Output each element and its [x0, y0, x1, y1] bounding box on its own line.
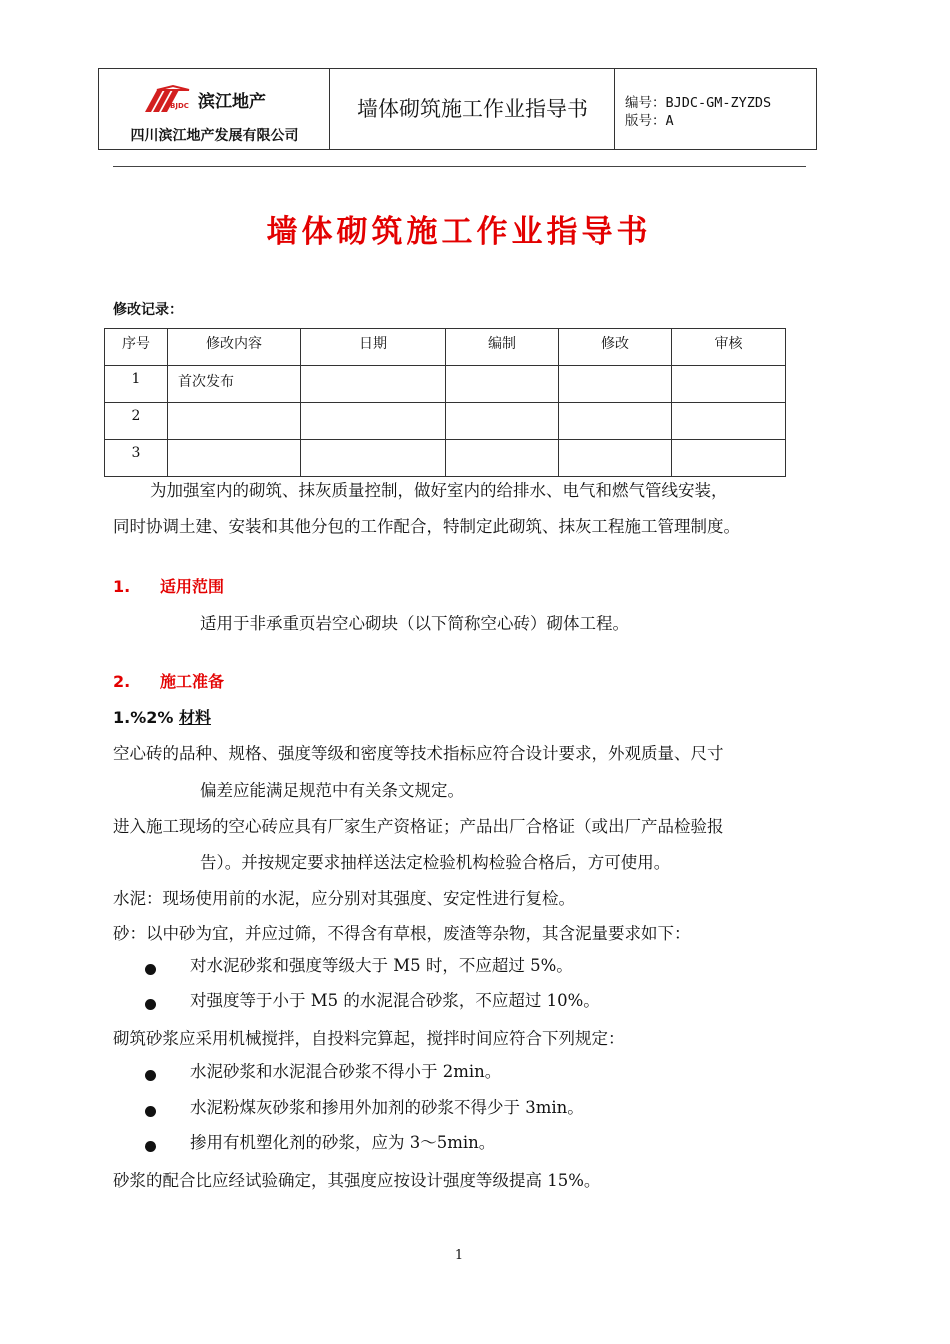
table-cell — [301, 403, 446, 440]
col-header-author: 编制 — [446, 329, 559, 366]
subsection-heading — [113, 705, 211, 728]
revision-header-row — [105, 329, 786, 366]
bullet-item-1: 对水泥砂浆和强度等级大于 M5 时，不应超过 5%。 — [190, 956, 573, 975]
logo-mark-icon — [143, 84, 195, 114]
header-title: 墙体砌筑施工作业指导书 — [357, 97, 588, 121]
table-row — [105, 366, 786, 403]
paragraph-cement: 水泥：现场使用前的水泥，应分别对其强度、安定性进行复检。 — [113, 889, 575, 908]
table-cell — [672, 366, 786, 403]
table-cell: 2 — [105, 403, 168, 440]
table-cell — [446, 440, 559, 477]
page-number: 1 — [454, 1248, 464, 1263]
col-header-modify: 修改 — [559, 329, 672, 366]
document-version: 版号：A — [625, 113, 674, 129]
document-header — [98, 68, 817, 150]
table-cell: 首次发布 — [168, 366, 301, 403]
intro-line-1: 为加强室内的砌筑、抹灰质量控制，做好室内的给排水、电气和燃气管线安装， — [150, 481, 728, 500]
revision-label: 修改记录： — [113, 302, 183, 318]
table-row — [105, 440, 786, 477]
document-title: 墙体砌筑施工作业指导书 — [266, 214, 652, 250]
company-name: 四川滨江地产发展有限公司 — [130, 128, 299, 144]
bullet-item-5: 掺用有机塑化剂的砂浆，应为 3～5min。 — [190, 1133, 496, 1152]
section-2-heading — [113, 669, 224, 692]
subsection-number: 1.%2% — [113, 708, 174, 727]
table-cell — [672, 403, 786, 440]
section-1-title: 适用范围 — [160, 577, 225, 596]
table-cell — [168, 403, 301, 440]
table-cell — [446, 403, 559, 440]
table-cell — [301, 440, 446, 477]
paragraph-2a: 进入施工现场的空心砖应具有厂家生产资格证；产品出厂合格证（或出厂产品检验报 — [113, 817, 724, 836]
table-cell: 3 — [105, 440, 168, 477]
paragraph-1a: 空心砖的品种、规格、强度等级和密度等技术指标应符合设计要求，外观质量、尺寸 — [113, 744, 724, 763]
paragraph-mixing: 砌筑砂浆应采用机械搅拌，自投料完算起，搅拌时间应符合下列规定： — [113, 1029, 625, 1048]
logo-text: 滨江地产 — [198, 91, 266, 112]
section-1-text: 适用于非承重页岩空心砌块（以下简称空心砖）砌体工程。 — [200, 614, 629, 633]
col-header-content: 修改内容 — [168, 329, 301, 366]
bullet-item-2: 对强度等于小于 M5 的水泥混合砂浆，不应超过 10%。 — [190, 991, 600, 1010]
table-cell — [301, 366, 446, 403]
table-cell — [559, 440, 672, 477]
table-cell — [559, 366, 672, 403]
bullet-icon — [145, 1102, 156, 1121]
revision-table — [104, 328, 786, 477]
table-cell — [168, 440, 301, 477]
bullet-item-3: 水泥砂浆和水泥混合砂浆不得小于 2min。 — [190, 1062, 502, 1081]
section-1-heading — [113, 574, 224, 597]
paragraph-sand: 砂：以中砂为宜，并应过筛，不得含有草根，废渣等杂物，其含泥量要求如下： — [113, 924, 691, 943]
header-logo-cell — [99, 69, 330, 149]
table-cell — [446, 366, 559, 403]
subsection-title: 材料 — [178, 708, 211, 727]
table-cell — [672, 440, 786, 477]
bullet-icon — [145, 1066, 156, 1085]
table-cell: 1 — [105, 366, 168, 403]
header-divider — [113, 166, 806, 167]
paragraph-mix-ratio: 砂浆的配合比应经试验确定，其强度应按设计强度等级提高 15%。 — [113, 1171, 601, 1190]
intro-line-2: 同时协调土建、安装和其他分包的工作配合，特制定此砌筑、抹灰工程施工管理制度。 — [113, 517, 740, 536]
document-code: 编号：BJDC-GM-ZYZDS — [625, 95, 772, 111]
bullet-icon — [145, 960, 156, 979]
header-title-cell — [330, 69, 615, 149]
bullet-item-4: 水泥粉煤灰砂浆和掺用外加剂的砂浆不得少于 3min。 — [190, 1098, 584, 1117]
svg-text:BJDC: BJDC — [170, 102, 189, 110]
section-2-number: 2. — [113, 672, 131, 691]
bullet-icon — [145, 1137, 156, 1156]
bullet-icon — [145, 995, 156, 1014]
company-logo — [143, 83, 266, 115]
col-header-seq: 序号 — [105, 329, 168, 366]
section-1-number: 1. — [113, 577, 131, 596]
paragraph-1b: 偏差应能满足规范中有关条文规定。 — [200, 781, 464, 800]
col-header-date: 日期 — [301, 329, 446, 366]
table-row — [105, 403, 786, 440]
table-cell — [559, 403, 672, 440]
section-2-title: 施工准备 — [160, 672, 225, 691]
header-code-cell — [615, 69, 816, 149]
col-header-review: 审核 — [672, 329, 786, 366]
paragraph-2b: 告）。并按规定要求抽样送法定检验机构检验合格后，方可使用。 — [200, 853, 671, 872]
